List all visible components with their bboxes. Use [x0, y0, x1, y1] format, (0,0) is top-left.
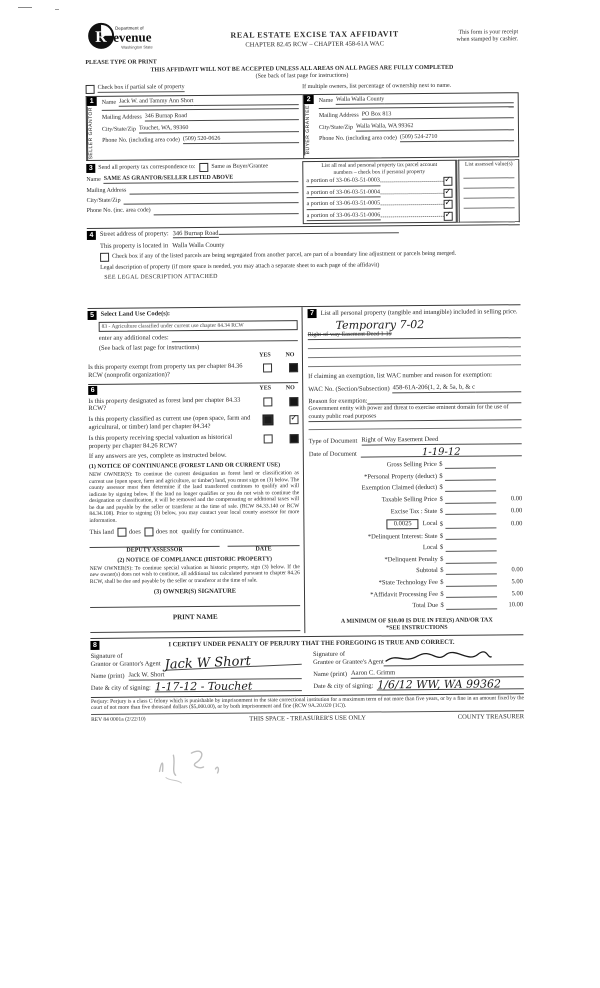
blank-line: [446, 567, 497, 575]
tax-row-label: *Affidavit Processing Fee: [370, 590, 439, 599]
blank-line: [446, 578, 497, 586]
partial-sale-checkbox: [86, 85, 95, 94]
wac-label: WAC No. (Section/Subsection): [308, 385, 390, 393]
assessed-value-header: List assessed value(s): [464, 161, 513, 168]
blank-line: [463, 168, 514, 178]
seller-phone-value: (509) 520-0626: [183, 136, 221, 145]
agency-logo: [85, 19, 203, 67]
grantor-signature-handwriting: Jack W Short: [164, 656, 301, 671]
section-3-chip: 3: [86, 164, 95, 173]
corr-name-label: Name: [86, 177, 101, 184]
seller-fields: [97, 95, 304, 160]
warning-line: THIS AFFIDAVIT WILL NOT BE ACCEPTED UNLESS ALL AREAS ON ALL PAGES ARE FULLY COMPLETED: [150, 64, 454, 74]
buyer-city-label: City/State/Zip: [318, 124, 353, 131]
blank-line: [220, 142, 299, 144]
grantor-signature-block: [91, 651, 310, 692]
perjury-statement: Perjury: Perjury is a class C felony which is punishable by imprisonment in the state correctional institution for a maximum term of not more than five years, or by a fine in an amount fixed by the court of not more than five thousand dollars ($5,000.00), or by both imprisonment and fine (RCW 9A.20.020 (1C)).: [90, 694, 524, 711]
send-correspondence-label: Send all property tax correspondence to:: [98, 164, 196, 171]
parcel-number: a portion of 33-06-03-51-0005: [307, 201, 381, 210]
blank-line: [194, 104, 299, 106]
blank-line: [319, 106, 514, 109]
corr-name-value: SAME AS GRANTOR/SELLER LISTED ABOVE: [104, 175, 234, 184]
blank-line: [445, 507, 496, 515]
grantee-date-city-handwriting: 1/6/12 WW, WA 99362: [377, 680, 524, 690]
if-yes-note: If any answers are yes, complete as instructed below.: [88, 452, 227, 461]
street-address-value: 346 Burnap Road: [172, 229, 219, 237]
blank-line: [445, 472, 496, 480]
parcel-2-checkbox: [443, 188, 452, 197]
forest-no-checkbox: [289, 397, 298, 406]
located-in-value: Walla Walla County: [172, 241, 225, 249]
buyer-name-value: Walla Walla County: [336, 96, 384, 105]
tax-row-label: Local: [422, 519, 438, 528]
blank-line: [475, 391, 521, 392]
section-8-chip: 8: [90, 641, 99, 650]
blank-line: [445, 532, 496, 540]
blank-line: [391, 118, 513, 120]
blank-line: [446, 601, 497, 609]
blank-line: [445, 484, 496, 492]
parcel-4-checkbox: [444, 211, 453, 220]
seller-city-label: City/State/Zip: [101, 126, 136, 133]
seller-side: [87, 97, 98, 161]
forest-land-question: Is this property designated as forest land per chapter 84.33 RCW?: [88, 396, 241, 413]
notice-continuance-title: (1) NOTICE OF CONTINUANCE (FOREST LAND OR CURRENT USE): [88, 462, 281, 471]
blank-line: [463, 178, 514, 188]
tax-row-value: 0.00: [510, 495, 523, 503]
historical-question: Is this property receiving special valuation as historical property per chapter 84.26 RCW?: [88, 433, 233, 450]
buyer-phone-value: (509) 524-2710: [400, 134, 438, 143]
blank-line: [187, 120, 299, 122]
tax-row-label: Gross Selling Price: [386, 461, 437, 469]
tax-row-value: 5.00: [511, 589, 524, 597]
blank-line: [464, 198, 515, 208]
owners-signature-label: (3) OWNER(S) SIGNATURE: [153, 588, 237, 596]
additional-codes-label: enter any additional codes:: [98, 334, 169, 343]
buyer-side: [304, 95, 315, 159]
blank-line: [413, 129, 514, 131]
grantor-date-city-label: Date & city of signing:: [90, 684, 151, 692]
blank-line: [233, 182, 298, 184]
doc-date-value: 1-19-12: [361, 448, 522, 458]
blank-line: [309, 420, 522, 430]
blank-line: [129, 192, 298, 194]
seller-vertical-label: SELLER GRANTOR: [87, 106, 97, 161]
exempt-no-checkbox: [289, 363, 298, 372]
corr-addr-label: Mailing Address: [86, 187, 127, 194]
local-rate-box: 0.0025: [387, 519, 419, 529]
tax-row-label: Total Due: [412, 602, 439, 610]
logo-dept-of: Department of: [115, 25, 144, 31]
treasurer-space-label: THIS SPACE - TREASURER'S USE ONLY: [249, 714, 366, 723]
current-use-question: Is this property classified as current use (open space, farm and agricultural, or timber) land per chapter 84.34?: [88, 414, 251, 432]
blank-line: [172, 340, 298, 342]
section-5-chip: 5: [88, 311, 97, 320]
tax-row-value: 0.00: [511, 566, 523, 574]
see-back-instructions: (See back of last page for instructions): [98, 344, 200, 352]
blank-line: [445, 520, 496, 528]
grantor-name-print-label: Name (print): [90, 672, 125, 680]
forest-yes-checkbox: [263, 397, 272, 406]
land-use-section: [88, 309, 299, 385]
reason-value: Government entity with power and threat to exercise eminent domain for the use of county public road purposes: [308, 405, 521, 422]
receipt-note-line1: This form is your receipt: [458, 29, 519, 36]
legal-description-space: [87, 278, 520, 308]
seller-name-value: Jack W. and Tammy Ann Short: [119, 98, 194, 107]
historical-yes-checkbox: [264, 434, 273, 443]
form-header: [85, 16, 518, 67]
see-instructions-note: *SEE INSTRUCTIONS: [386, 624, 448, 632]
grantee-signature-scribble-icon: [384, 650, 494, 665]
columns-row: [88, 304, 524, 635]
tax-row-label: Local: [422, 544, 438, 552]
same-as-buyer-checkbox: [199, 163, 208, 172]
certify-statement: I CERTIFY UNDER PENALTY OF PERJURY THAT THE FOREGOING IS TRUE AND CORRECT.: [168, 638, 455, 649]
parcel-number: a portion of 33-06-03-51-0006: [307, 212, 381, 221]
svg-text:Washington State: Washington State: [121, 44, 153, 50]
blank-line: [384, 102, 513, 104]
grantee-signature-block: [309, 650, 524, 691]
seller-addr-label: Mailing Address: [101, 114, 142, 122]
county-treasurer-label: COUNTY TREASURER: [457, 712, 525, 721]
yes-header: YES: [259, 384, 272, 392]
blank-line: [445, 495, 496, 503]
parcel-number: a portion of 33-06-03-51-0003: [306, 178, 380, 187]
does-checkbox: [118, 528, 127, 537]
grantee-name-print-value: Aaron C. Grimm: [350, 669, 396, 677]
parcel-1-checkbox: [443, 177, 452, 186]
current-use-yes-checkbox: [263, 416, 272, 425]
seller-name-label: Name: [101, 99, 117, 106]
grantor-date-city-handwriting: 1-17-12 - Touchet: [155, 682, 302, 692]
multiple-owners-note: If multiple owners, list percentage of ownership next to name.: [302, 83, 452, 91]
svg-text:R: R: [95, 28, 107, 46]
exempt-question: Is this property exempt from property tax per chapter 84.36 RCW (nonprofit organization)?: [88, 362, 243, 379]
blank-line: [154, 213, 299, 215]
blank-line: [445, 460, 496, 468]
buyer-name-label: Name: [318, 97, 334, 104]
left-column: [88, 307, 306, 635]
segregated-note: Check box if any of the listed parcels are being segregated from another parcel, are part of a boundary line adjustment or parcels being merged.: [112, 251, 457, 261]
notice-compliance-title: (2) NOTICE OF COMPLIANCE (HISTORIC PROPERTY): [117, 556, 273, 564]
doc-date-label: Date of Document: [308, 450, 357, 458]
signature-of-label: Signature of: [90, 653, 123, 661]
does-not-label: does not: [155, 528, 178, 536]
grantor-name-print-value: Jack W. Short: [128, 671, 165, 679]
tax-row-label: *Delinquent Penalty: [384, 555, 438, 564]
receipt-note: [426, 16, 518, 64]
buyer-fields: [314, 93, 519, 158]
seller-phone-label: Phone No. (including area code): [102, 137, 180, 144]
doc-type-value: Right of Way Easement Deed: [361, 435, 439, 444]
exempt-yes-checkbox: [263, 363, 272, 372]
correspondence-box: [86, 161, 303, 225]
personal-property-handwriting: Temporary 7-02: [335, 317, 425, 332]
corr-city-label: City/State/Zip: [86, 197, 121, 205]
partial-sale-label: Check box if partial sale of property: [98, 84, 185, 93]
blank-line: [437, 140, 514, 142]
no-header: NO: [285, 384, 295, 391]
title-block: [203, 17, 426, 66]
form-subtitle: CHAPTER 82.45 RCW – CHAPTER 458-61A WAC: [245, 39, 385, 49]
form-title: REAL ESTATE EXCISE TAX AFFIDAVIT: [230, 29, 399, 40]
notice-compliance-body: NEW OWNER(S): To continue special valuation as historic property, sign (3) below. If the new owner(s) does not wish to continue, all additional tax calculated pursuant to chapter 84.26 RCW, shall be due and payable by the seller or transferor at the time of sale.: [89, 564, 300, 585]
buyer-city-value: Walla Walla, WA 99362: [356, 123, 414, 132]
tax-row-label: Taxable Selling Price: [381, 495, 438, 504]
pencil-scribble-icon: [151, 741, 261, 792]
assessed-value-box: [456, 159, 520, 222]
type-or-print-label: PLEASE TYPE OR PRINT: [85, 59, 157, 66]
section-1-chip: 1: [87, 97, 97, 106]
blank-line: [219, 232, 399, 235]
legal-description-label: Legal description of property (if more space is needed, you may attach a separate sheet to each page of the affidavit): [100, 262, 380, 272]
tax-row-value: 0.00: [511, 520, 523, 528]
designation-section: [88, 384, 300, 633]
notice-continuance-body: NEW OWNER(S): To continue the current designation as forest land or classification as current use (open space, farm and agriculture, or timber) land, you must sign on (3) below. The county assessor must then determine if the land transferred continues to qualify and will indicate by signing below. If the land no longer qualifies or you do not wish to continue the designation or classification, it will be removed and the compensating or additional taxes will be due and payable by the seller or transferor at the time of sale. (RCW 84.33.140 or RCW 84.34.108). Prior to signing (3) below, you may contact your local county assessor for more information.: [88, 470, 300, 524]
grantee-name-print-label: Name (print): [313, 670, 348, 678]
seller-box: [86, 94, 304, 161]
historical-no-checkbox: [290, 434, 299, 443]
print-name-label: PRINT NAME: [172, 613, 218, 622]
qualify-label: qualify for continuance.: [181, 527, 244, 536]
form-number: REV 84 0001a (2/22/10): [91, 715, 146, 723]
located-in-label: This property is located in: [99, 241, 169, 250]
doc-type-label: Type of Document: [308, 437, 358, 445]
section-4-chip: 4: [87, 231, 96, 240]
minimum-due-note: A MINIMUM OF $10.00 IS DUE IN FEE(S) AND/OR TAX: [340, 617, 493, 625]
tax-row-label: Exemption Claimed (deduct): [361, 484, 438, 492]
section-7-chip: 7: [308, 309, 317, 318]
street-address-label: Street address of property:: [99, 230, 169, 239]
segregated-checkbox: [100, 253, 109, 262]
deputy-assessor-line: [90, 546, 300, 556]
blank-line: [446, 543, 497, 551]
blank-line: [463, 188, 514, 198]
scan-artifact: [18, 7, 32, 8]
signature-row: [91, 650, 524, 693]
does-not-checkbox: [145, 528, 154, 537]
parties-row: [86, 92, 520, 161]
land-use-label: Select Land Use Code(s):: [100, 310, 171, 319]
buyer-phone-label: Phone No. (including area code): [319, 135, 397, 142]
grantee-agent-label: Grantee or Grantee's Agent: [313, 658, 384, 667]
blank-line: [124, 202, 299, 205]
tax-row-label: Excise Tax : State: [390, 507, 438, 515]
blank-line: [446, 590, 497, 598]
parcel-number: a portion of 33-06-03-51-0004: [306, 189, 380, 198]
revenue-logo-icon: [85, 19, 185, 54]
section-2-chip: 2: [304, 95, 314, 104]
reason-label: Reason for exemption:: [308, 397, 368, 405]
form-footer: [91, 710, 524, 725]
tax-row-label: *Personal Property (deduct): [364, 472, 438, 481]
svg-text:evenue: evenue: [113, 29, 152, 45]
parcel-header-line1: List all real and personal property tax parcel account: [321, 162, 438, 170]
buyer-addr-value: PO Box 813: [362, 112, 392, 120]
buyer-vertical-label: BUYER GRANTEE: [304, 104, 314, 155]
parcel-list-box: [302, 160, 457, 224]
tax-row-value: 10.00: [508, 601, 524, 609]
seller-addr-value: 346 Burnap Road: [145, 113, 187, 122]
tax-row-value: 0.00: [510, 506, 523, 514]
tax-row-label: Subtotal: [416, 567, 438, 575]
receipt-note-line2: when stamped by cashier.: [456, 36, 519, 43]
grantee-date-city-label: Date & city of signing:: [313, 682, 374, 690]
certification-section: [90, 635, 523, 693]
this-land-label: This land: [89, 528, 114, 537]
exemption-intro: If claiming an exemption, list WAC number and reason for exemption:: [308, 371, 492, 381]
blank-line: [102, 108, 299, 111]
personal-property-label: List all personal property (tangible and intangible) included in selling price.: [320, 308, 518, 317]
correspondence-row: [86, 159, 520, 225]
legal-description-value: SEE LEGAL DESCRIPTION ATTACHED: [104, 273, 218, 281]
blank-line: [308, 356, 521, 367]
see-back-line: (See back of last page for instructions): [255, 73, 349, 80]
blank-line: [438, 443, 521, 445]
right-column: 7 List all personal property (tangible and intangible) included in selling price. Temporary 7-02 Right-of-way Easement Deed 1-19 If claiming an exemption, list WAC number and reason for exemption: WAC No. (Section/Subsection) 458-61A-206(1, 2, & 5a, b, & c Reason for exemption: Government entity with power and threat to exercise eminent domain for the use of county public road purposes Type of Document Right of Way Easement Deed Date of Document 1-19-12 Gross Selling Price $ *Personal Property (deduct) $ Exemption Claimed (deduct) $ Taxable Selling Price $ 0.00 Excise Tax : State $ 0.00 0.0025 Local $ 0.00 *Delinquent Interest: State $ Local $ *Delinquent Penalty $ Subtotal $ 0.00 *State Technology Fee $ 5.00 *Affidavit Processing Fee $ 5.00 Total Due $ 10.00 A MINIMUM OF $10.00 IS DUE IN FEE(S) AND/OR TAX *SEE INSTRUCTIONS: [307, 308, 524, 632]
land-use-code-select: 83 - Agriculture classified under current use chapter 84.34 RCW: [99, 320, 298, 332]
parcel-header-line2: numbers – check box if personal property: [333, 168, 426, 176]
blank-line: [188, 131, 299, 133]
buyer-box: [303, 92, 520, 159]
date-label: DATE: [255, 546, 272, 554]
print-name-line: [90, 621, 300, 633]
parcel-3-checkbox: [444, 200, 453, 209]
tax-row-label: *Delinquent Interest: State: [367, 532, 438, 541]
wac-value: 458-61A-206(1, 2, & 5a, b, & c: [392, 383, 475, 392]
tax-row-label: *State Technology Fee: [378, 578, 438, 587]
signature-of-label: Signature of: [313, 651, 346, 659]
seller-city-value: Touchet, WA, 99360: [139, 125, 189, 134]
scan-artifact: [55, 9, 59, 10]
section-6-chip: 6: [88, 386, 97, 395]
grantor-agent-label: Grantor or Grantor's Agent: [90, 660, 161, 669]
does-label: does: [128, 528, 141, 536]
tax-row-value: 5.00: [511, 578, 523, 586]
no-header: NO: [285, 352, 295, 359]
current-use-no-checkbox: [289, 415, 298, 424]
blank-line: [446, 555, 497, 563]
buyer-addr-label: Mailing Address: [318, 112, 359, 120]
struck-text: Right-of-way Easement Deed 1-19: [308, 330, 521, 340]
yes-header: YES: [259, 352, 271, 359]
deputy-assessor-label: DEPUTY ASSESSOR: [126, 547, 183, 555]
corr-phone-label: Phone No. (inc. area code): [86, 207, 151, 215]
same-as-buyer-label: Same as Buyer/Grantee: [211, 163, 269, 170]
owners-signature-line: [90, 595, 300, 608]
property-section: [87, 224, 521, 308]
affidavit-form: [85, 16, 525, 797]
